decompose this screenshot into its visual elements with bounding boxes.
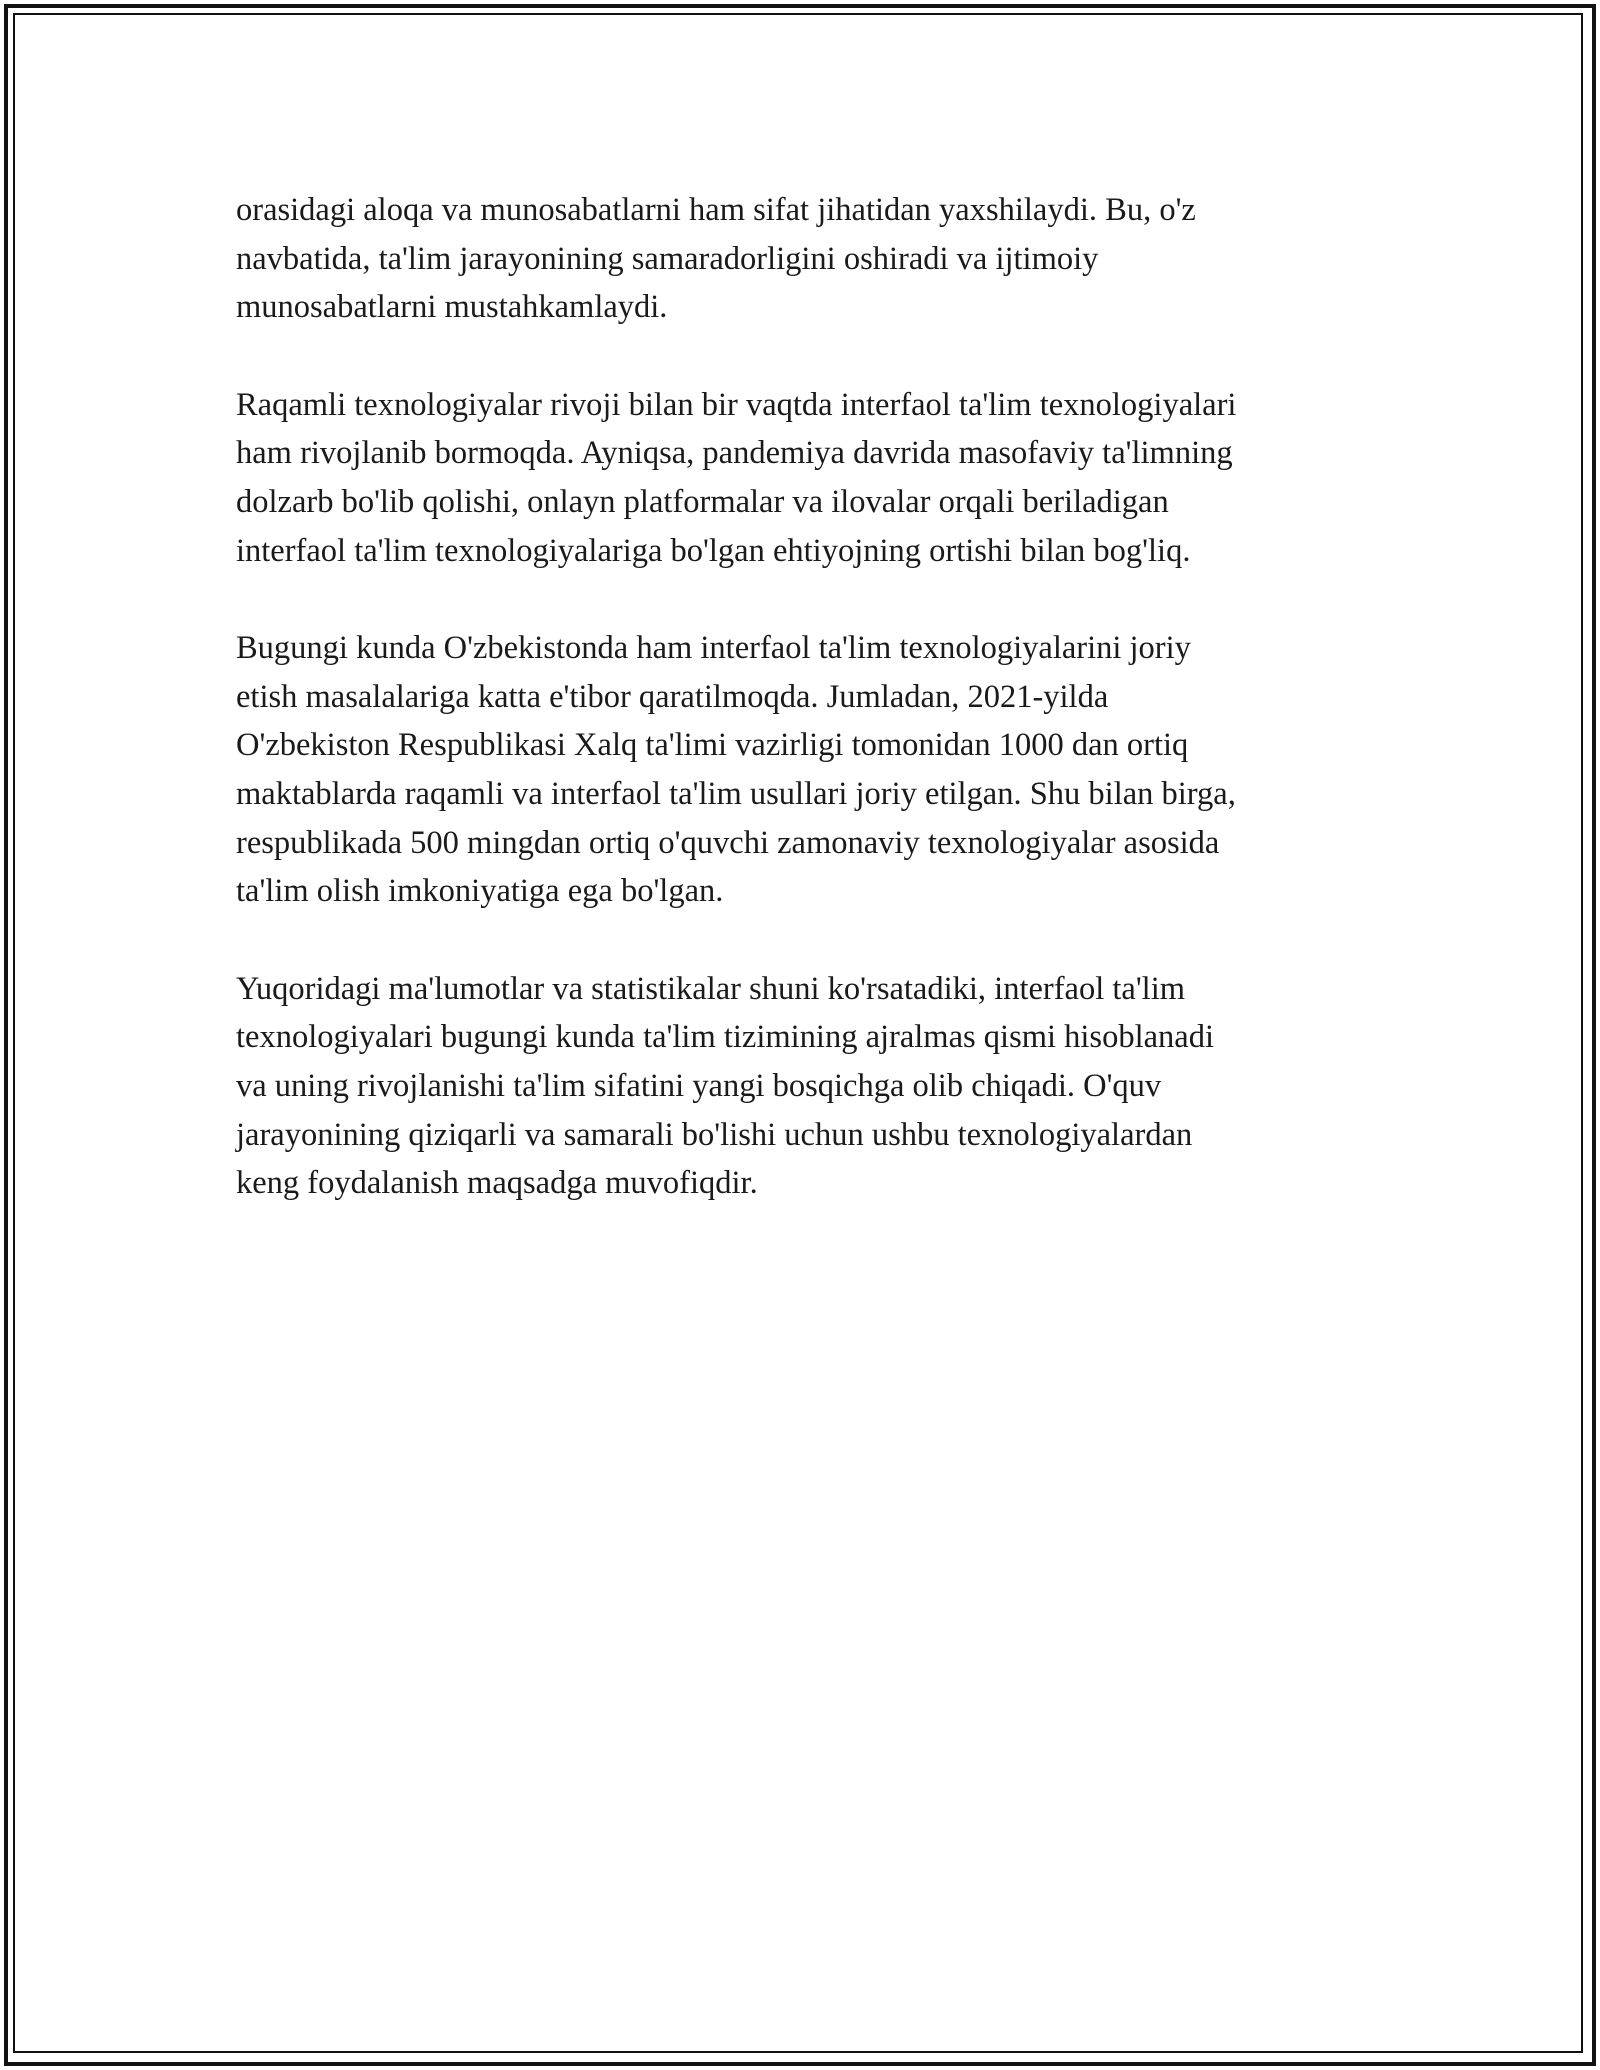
paragraph-1: orasidagi aloqa va munosabatlarni ham sifat jihatidan yaxshilaydi. Bu, o'z navbatida, ta'lim jarayonining samaradorligini oshiradi va ijtimoiy munosabatlarni mustahkamlaydi. <box>236 192 1196 326</box>
paragraph-4: Yuqoridagi ma'lumotlar va statistikalar shuni ko'rsatadiki, interfaol ta'lim texnologiyalari bugungi kunda ta'lim tizimining ajralmas qismi hisoblanadi va uning rivojlanishi ta'lim sifatini yangi bosqichga olib chiqadi. O'quv jarayonining qiziqarli va samarali bo'lishi uchun ushbu texnologiyalardan keng foydalanish maqsadga muvofiqdir. <box>236 970 1214 1202</box>
paragraph-3: Bugungi kunda O'zbekistonda ham interfaol ta'lim texnologiyalarini joriy etish masalalariga katta e'tibor qaratilmoqda. Jumladan, 2021-yilda O'zbekiston Respublikasi Xalq ta'limi vazirligi tomonidan 1000 dan ortiq maktablarda raqamli va interfaol ta'lim usullari joriy etilgan. Shu bilan birga, respublikada 500 mingdan ortiq o'quvchi zamonaviy texnologiyalar asosida ta'lim olish imkoniyatiga ega bo'lgan. <box>236 630 1236 910</box>
document-body <box>236 186 1386 1257</box>
paragraph-2: Raqamli texnologiyalar rivoji bilan bir vaqtda interfaol ta'lim texnologiyalari ham rivojlanib bormoqda. Ayniqsa, pandemiya davrida masofaviy ta'limning dolzarb bo'lib qolishi, onlayn platformalar va ilovalar orqali beriladigan interfaol ta'lim texnologiyalariga bo'lgan ehtiyojning ortishi bilan bog'liq. <box>236 386 1237 569</box>
